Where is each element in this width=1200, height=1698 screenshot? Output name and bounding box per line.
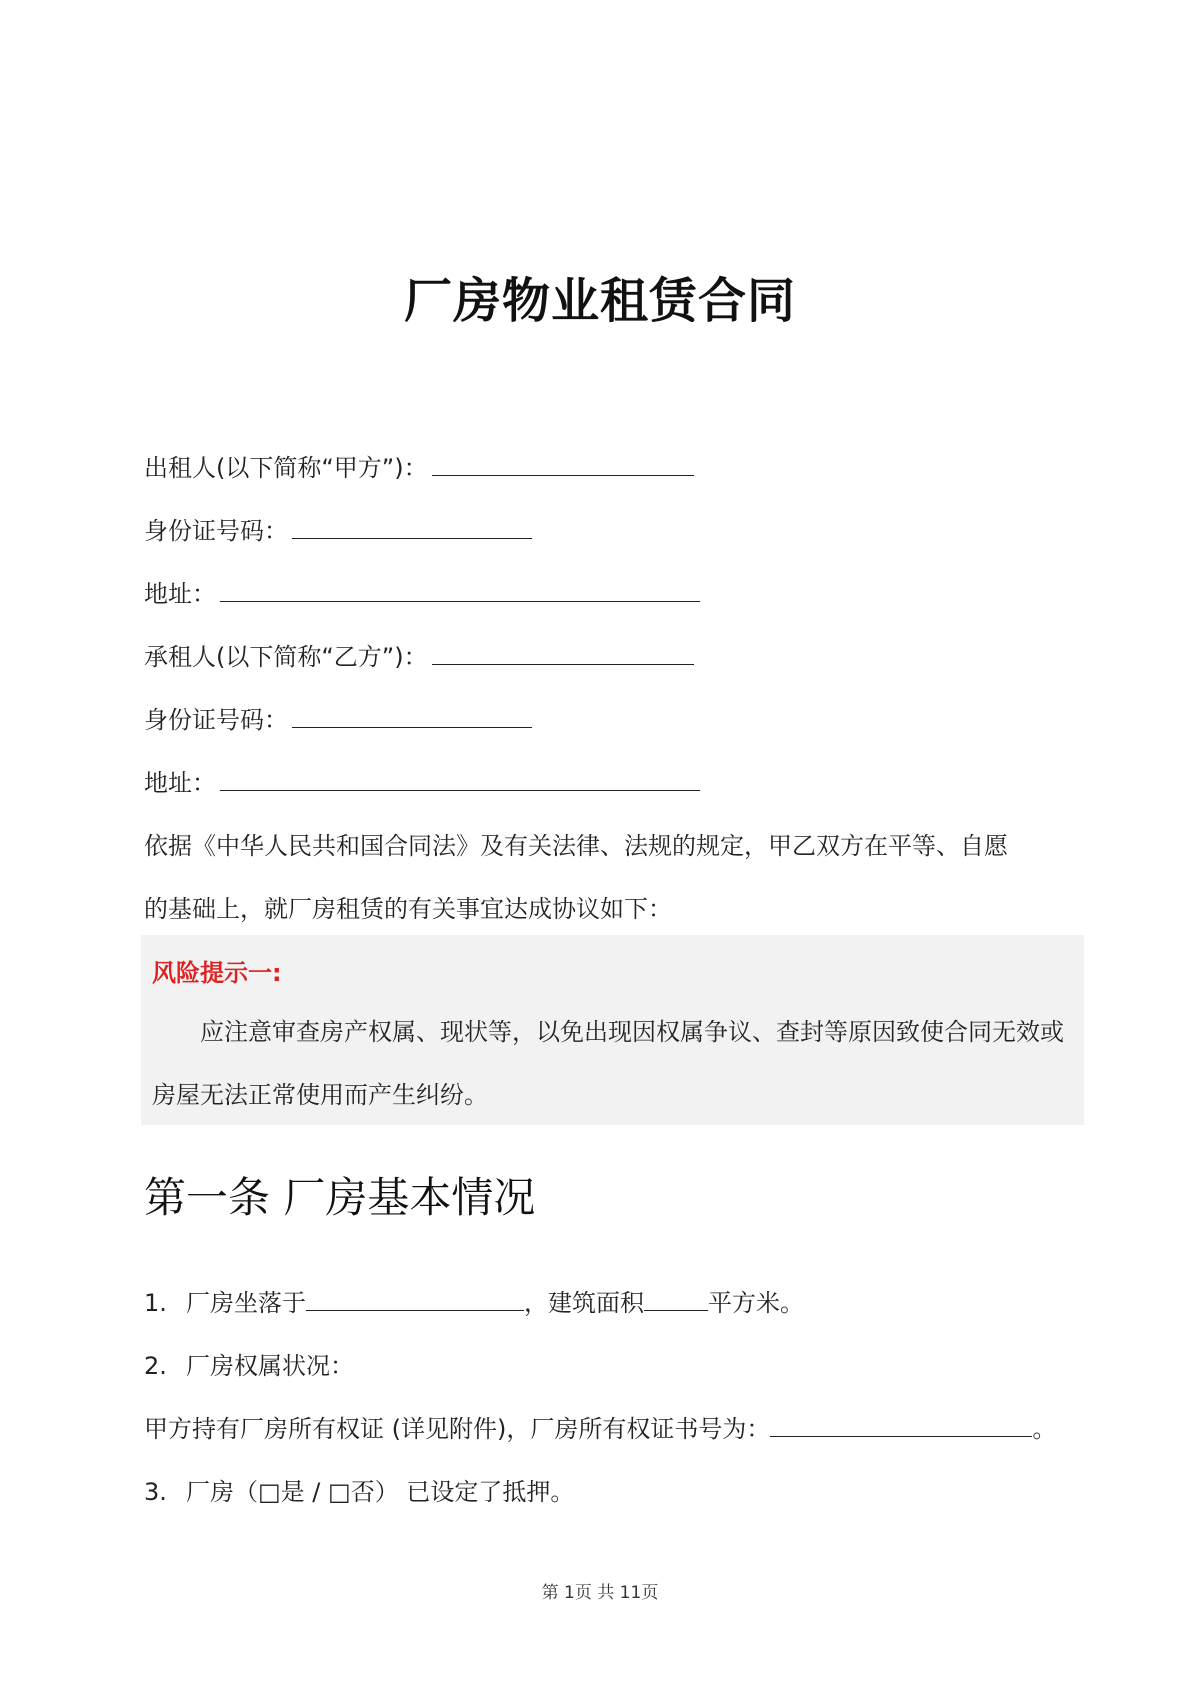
lessor-id-line xyxy=(144,515,532,547)
ownership-end-punct: 。 xyxy=(1032,1415,1057,1443)
lessee-label: 承租人(以下简称“乙方”)： xyxy=(144,643,428,671)
risk-notice-box xyxy=(141,935,1084,1125)
article-1-item-2 xyxy=(144,1350,354,1382)
document-title: 厂房物业租赁合同 xyxy=(403,273,796,329)
risk-notice-line-1: 应注意审查房产权属、现状等，以免出现因权属争议、查封等原因致使合同无效或 xyxy=(200,1018,1064,1046)
lessor-address-label: 地址： xyxy=(144,580,216,608)
lessor-id-blank[interactable] xyxy=(292,516,532,539)
article-1-heading: 第一条 厂房基本情况 xyxy=(144,1173,536,1222)
risk-notice-line-2: 房屋无法正常使用而产生纠纷。 xyxy=(152,1081,488,1109)
lessor-address-line xyxy=(144,578,700,610)
item-1-location-label: 厂房坐落于 xyxy=(186,1289,306,1317)
item-1-area-label: ，建筑面积 xyxy=(524,1289,644,1317)
lessor-id-label: 身份证号码： xyxy=(144,517,288,545)
preamble-line-2: 的基础上，就厂房租赁的有关事宜达成协议如下： xyxy=(144,895,672,923)
lessee-address-label: 地址： xyxy=(144,769,216,797)
article-1-item-3 xyxy=(144,1476,574,1508)
lessee-id-blank[interactable] xyxy=(292,705,532,728)
lessee-name-blank[interactable] xyxy=(432,642,694,665)
item-1-unit-label: 平方米。 xyxy=(708,1289,804,1317)
lessee-address-blank[interactable] xyxy=(220,768,700,791)
building-area-blank[interactable] xyxy=(644,1288,708,1311)
lessee-line xyxy=(144,641,694,673)
page-footer: 第 1页 共 11页 xyxy=(541,1583,659,1603)
lessee-id-line xyxy=(144,704,532,736)
article-1-item-1 xyxy=(144,1287,804,1319)
risk-notice-title: 风险提示一: xyxy=(152,959,282,987)
factory-location-blank[interactable] xyxy=(306,1288,524,1311)
preamble-line-1: 依据《中华人民共和国合同法》及有关法律、法规的规定，甲乙双方在平等、自愿 xyxy=(144,832,1008,860)
item-1-number: 1. xyxy=(144,1289,167,1317)
item-3-text: 厂房（□是 / □否） 已设定了抵押。 xyxy=(186,1478,575,1506)
lessor-address-blank[interactable] xyxy=(220,579,700,602)
lessee-id-label: 身份证号码： xyxy=(144,706,288,734)
lessee-address-line xyxy=(144,767,700,799)
ownership-certificate-label: 甲方持有厂房所有权证 (详见附件)，厂房所有权证书号为： xyxy=(144,1415,771,1443)
ownership-certificate-line xyxy=(144,1413,1056,1445)
item-2-number: 2. xyxy=(144,1352,167,1380)
lessor-label: 出租人(以下简称“甲方”)： xyxy=(144,454,428,482)
certificate-number-blank[interactable] xyxy=(770,1414,1032,1437)
lessor-line xyxy=(144,452,694,484)
item-2-text: 厂房权属状况： xyxy=(186,1352,354,1380)
item-3-number: 3. xyxy=(144,1478,167,1506)
lessor-name-blank[interactable] xyxy=(432,453,694,476)
